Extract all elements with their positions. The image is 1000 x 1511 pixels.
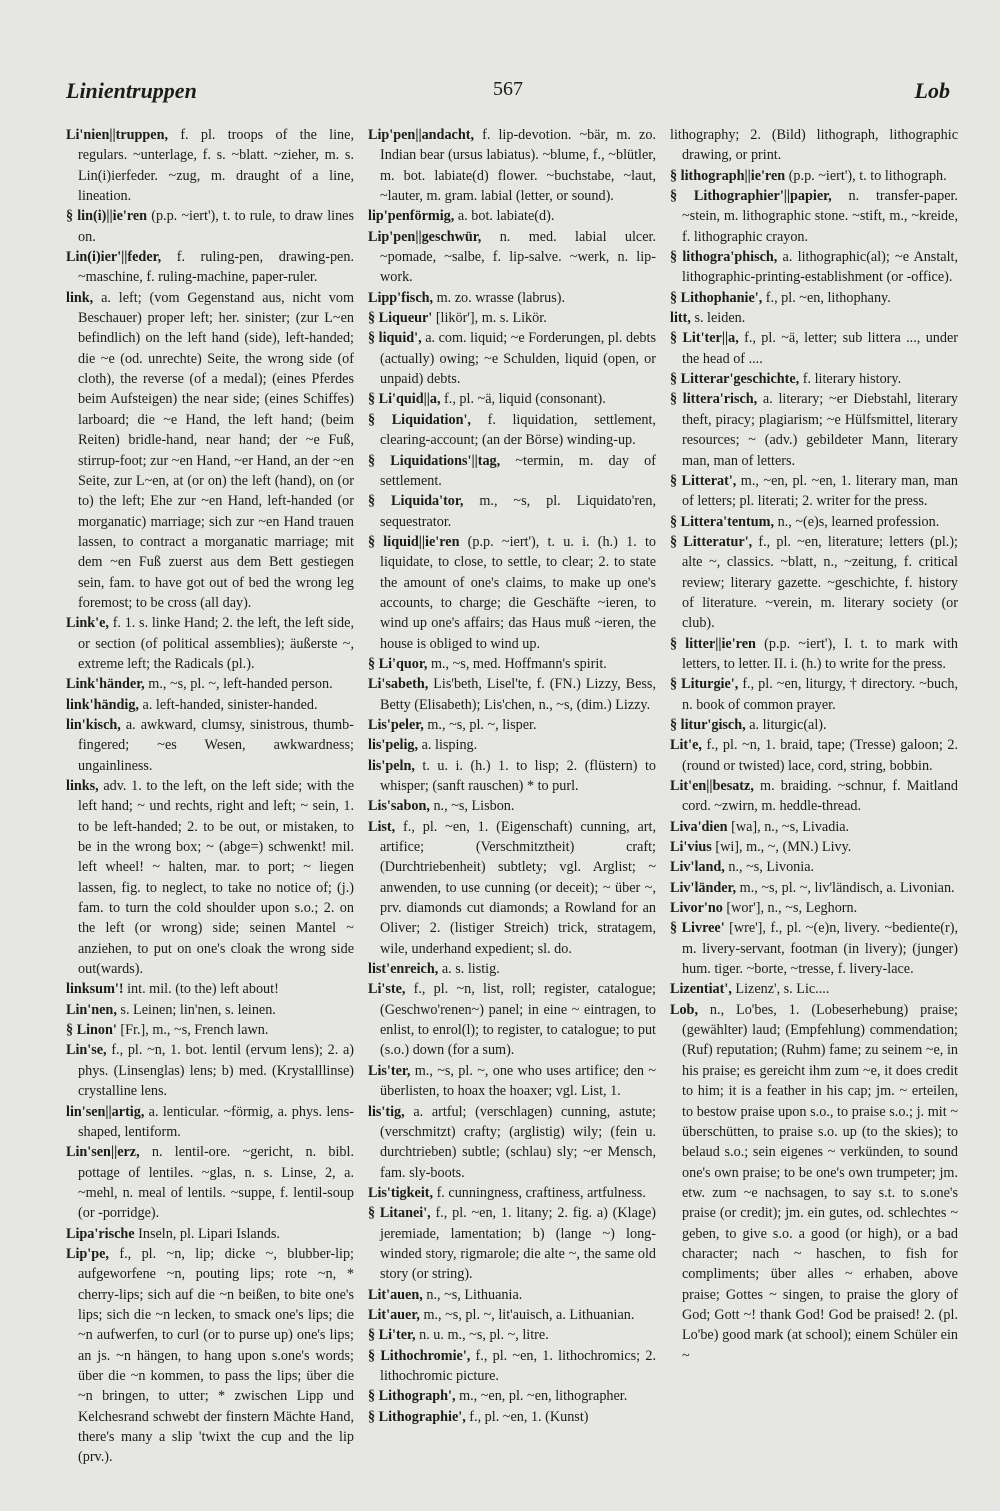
entry-headword: Lipa'rische: [66, 1225, 135, 1242]
dictionary-entry: [368, 817, 656, 959]
entry-headword: Liv'land,: [670, 859, 725, 876]
entry-headword: lis'pelig,: [368, 737, 419, 754]
header-right-guide-word: Lob: [914, 78, 950, 103]
dictionary-entry: [66, 288, 354, 614]
dictionary-entry: [368, 715, 656, 735]
entry-headword: list'enreich,: [368, 961, 439, 978]
entry-headword: links,: [66, 778, 99, 794]
entry-headword: lis'peln,: [368, 757, 415, 774]
entry-headword: lip'penförmig,: [368, 208, 455, 225]
dictionary-entry: [670, 878, 958, 898]
dictionary-entry: [66, 1102, 354, 1143]
entry-headword: Li'nien||truppen,: [66, 127, 169, 143]
entry-definition: m., ~s, pl. ~, left-handed person.: [144, 676, 333, 693]
entry-definition: int. mil. (to the) left about!: [123, 981, 279, 998]
entry-headword: Lip'pe,: [66, 1245, 109, 1262]
dictionary-entry: [670, 328, 958, 369]
entry-headword: § Littera'tentum,: [670, 513, 775, 530]
entry-headword: § Litanei',: [368, 1205, 431, 1222]
entry-definition: a. bot. labiate(d).: [454, 208, 555, 225]
entry-definition: f., pl. ~n, list, roll; register, catalogue; (Geschwo'renen~) panel; in eine ~ eintragen, to enlist, to enrol(l); to register, to catalogue; to put (s.o.) down (for a sum).: [380, 981, 656, 1059]
entry-headword: Lip'pen||andacht,: [368, 127, 474, 143]
entry-definition: f., pl. ~en, liturgy, † directory. ~buch, n. book of common prayer.: [682, 676, 958, 713]
entry-definition: n., ~s, Livonia.: [724, 859, 815, 876]
entry-headword: lin'kisch,: [66, 716, 121, 733]
entry-headword: Li'sabeth,: [368, 676, 429, 693]
entry-definition: t. u. i. (h.) 1. to lisp; 2. (flüstern) to whisper; (sanft rauschen) * to purl.: [380, 757, 656, 794]
dictionary-entry: [66, 1142, 354, 1223]
dictionary-entry: [670, 532, 958, 634]
dictionary-columns: [66, 125, 960, 1490]
entry-headword: § Lithochromie',: [368, 1347, 471, 1364]
entry-definition: f., pl. ~en, literature; letters (pl.); alte ~, classics. ~blatt, n., ~zeitung, f. critical review; literary gazette. ~geschichte, f. history of literature. ~verein, m. literary society (or club).: [682, 533, 958, 632]
entry-headword: lin'sen||artig,: [66, 1103, 145, 1120]
entry-headword: Lip'pen||geschwür,: [368, 228, 482, 245]
entry-headword: Lin'se,: [66, 1042, 107, 1059]
column-2: [368, 125, 656, 1490]
dictionary-entry: [66, 206, 354, 247]
dictionary-entry: [368, 1407, 656, 1427]
entry-headword: List,: [368, 818, 396, 835]
dictionary-entry: [66, 979, 354, 999]
dictionary-entry: [66, 1000, 354, 1020]
entry-definition: n. med. labial ulcer. ~pomade, ~salbe, f. lip-salve. ~werk, n. lip-work.: [380, 228, 656, 286]
entry-headword: Lit'e,: [670, 737, 702, 754]
entry-definition: a. lithographic(al); ~e Anstalt, lithographic-printing-establishment (or -office).: [682, 249, 958, 286]
entry-definition: n. u. m., ~s, pl. ~, litre.: [415, 1327, 549, 1344]
entry-headword: § litter||ie'ren: [670, 635, 756, 652]
entry-definition: a. lenticular. ~förmig, a. phys. lens-shaped, lentiform.: [78, 1103, 354, 1140]
entry-headword: § Li'ter,: [368, 1327, 416, 1344]
entry-headword: Liva'dien: [670, 818, 728, 835]
entry-definition: n., ~s, Lisbon.: [429, 798, 515, 815]
dictionary-entry: [368, 959, 656, 979]
dictionary-entry: [368, 1325, 656, 1345]
dictionary-entry: [670, 735, 958, 776]
dictionary-entry: [368, 1305, 656, 1325]
entry-headword: link'händig,: [66, 696, 139, 713]
dictionary-entry: [66, 1020, 354, 1040]
entry-definition: f., pl. ~n, lip; dicke ~, blubber-lip; aufgeworfene ~n, pouting lips; rote ~n, * cherry-lips; sich auf die ~n beißen, to bite one's lips; sich die ~n lecken, to smack one's lips; die ~n aufwerfen, to curl (or to purse up) one's lips; an js. ~n hängen, to hang upon s.one's words; über die ~n kommen, to pass the lips; über die ~n bringen, to utter; * zwischen Lipp und Kelchesrand schwebt der finstern Mächte Hand, there's many a slip 'twixt the cup and the lip (prv.).: [78, 1245, 354, 1466]
entry-definition: adv. 1. to the left, on the left side; with the left hand; ~ und rechts, right and left; ~ sein, 1. to be left-handed; 2. to be out, or mistaken, to be in the wrong box; ~ (abge=) schwenkt! mil. left wheel! ~ halten, mar. to port; ~ liegen lassen, fig. to neglect, to take no notice of; (j.) fam. to turn the cold shoulder upon s.o.; 2. on the left (or wrong) side; seinen Mantel ~ anziehen, to put on one's cloak the wrong side out(wards).: [78, 778, 354, 978]
entry-definition: m., ~s, pl. ~, lit'auisch, a. Lithuanian.: [419, 1306, 635, 1323]
entry-headword: § liquid',: [368, 330, 422, 347]
entry-definition: [wre'], f., pl. ~(e)n, livery. ~bediente(r), m. livery-servant, footman (in livery); (junger) hum. tiger. ~borte, ~tresse, f. livery-lace.: [682, 920, 958, 978]
entry-definition: f., pl. ~en, 1. litany; 2. fig. a) (Klage) jeremiade, lamentation; b) (lange ~) long-winded story, rigmarole; die alte ~, the same old story (or string).: [380, 1205, 656, 1283]
dictionary-entry: [670, 1000, 958, 1366]
entry-definition: n., ~(e)s, learned profession.: [774, 513, 940, 530]
dictionary-entry: [368, 451, 656, 492]
dictionary-entry: [670, 634, 958, 675]
entry-definition: Lis'beth, Lisel'te, f. (FN.) Lizzy, Bess, Betty (Elisabeth); Lis'chen, n., ~s, (dim.) Lizzy.: [380, 676, 656, 713]
dictionary-entry: [368, 1346, 656, 1387]
entry-headword: Link'e,: [66, 615, 109, 632]
dictionary-entry: [368, 1285, 656, 1305]
dictionary-entry: [670, 125, 958, 166]
entry-definition: m., ~s, pl. ~, liv'ländisch, a. Livonian.: [736, 879, 955, 896]
entry-definition: f. cunningness, craftiness, artfulness.: [433, 1184, 646, 1201]
dictionary-entry: [368, 735, 656, 755]
entry-headword: § Liquida'tor,: [368, 493, 464, 510]
entry-definition: a. artful; (verschlagen) cunning, astute; (verschmitzt) crafty; (arglistig) wily; (fein u. durchtrieben) subtle; (schlau) sly; ~er Mensch, fam. sly-boots.: [380, 1103, 656, 1181]
dictionary-entry: [670, 166, 958, 186]
entry-headword: § Lithographier'||papier,: [670, 188, 832, 205]
entry-headword: Lin'nen,: [66, 1001, 117, 1018]
dictionary-entry: [368, 1061, 656, 1102]
entry-headword: § lin(i)||ie'ren: [66, 208, 148, 225]
dictionary-entry: [670, 979, 958, 999]
entry-headword: Liv'länder,: [670, 879, 737, 896]
dictionary-entry: [368, 756, 656, 797]
dictionary-entry: [368, 1102, 656, 1183]
entry-definition: f. 1. s. linke Hand; 2. the left, the left side, or section (of political assemblies); äußerste ~, extreme left; the Radicals (pl.).: [78, 615, 354, 672]
page-number: 567: [493, 78, 523, 100]
entry-definition: [wa], n., ~s, Livadia.: [727, 818, 850, 835]
dictionary-entry: [66, 695, 354, 715]
entry-headword: § Linon': [66, 1022, 117, 1039]
entry-headword: Lis'ter,: [368, 1062, 411, 1079]
entry-headword: § Lithograph',: [368, 1388, 456, 1405]
entry-headword: Lis'tigkeit,: [368, 1184, 434, 1201]
column-3: [670, 125, 958, 1490]
entry-headword: § Lithophanie',: [670, 289, 763, 306]
entry-headword: Link'händer,: [66, 676, 145, 693]
entry-headword: § Litterar'geschichte,: [670, 371, 800, 388]
entry-definition: m., ~en, pl. ~en, 1. literary man, man of letters; pl. literati; 2. writer for the press.: [682, 472, 958, 510]
entry-headword: § liquid||ie'ren: [368, 533, 460, 550]
dictionary-entry: [368, 532, 656, 654]
entry-definition: f., pl. ~en, 1. (Eigenschaft) cunning, art, artifice; (Verschmitztheit) craft; (Durchtriebenheit) subtlety; vgl. Arglist; ~ anwenden, to use cunning (or deceit); ~ über ~, prv. diamonds cut diamonds; a Rowland for an Oliver; 2. (listiger Streich) trick, stratagem, wile, underhand expedient; sl. do.: [380, 818, 656, 957]
entry-definition: f. pl. troops of the line, regulars. ~unterlage, f. s. ~blatt. ~zieher, m. s. Lin(i)ierfeder. ~zug, m. draught of a line, lineation.: [78, 127, 354, 205]
entry-definition: s. Leinen; lin'nen, s. leinen.: [116, 1001, 276, 1018]
dictionary-entry: [368, 1386, 656, 1406]
entry-headword: Lipp'fisch,: [368, 289, 434, 306]
entry-definition: a. left-handed, sinister-handed.: [138, 696, 318, 713]
entry-definition: f., pl. ~ä, letter; sub littera ..., under the head of ....: [682, 330, 958, 367]
entry-headword: Lis'peler,: [368, 716, 424, 733]
dictionary-entry: [66, 1224, 354, 1244]
entry-headword: Lit'auer,: [368, 1306, 420, 1323]
dictionary-entry: [66, 1040, 354, 1101]
entry-definition: [wor'], n., ~s, Leghorn.: [722, 900, 858, 917]
entry-definition: f., pl. ~ä, liquid (consonant).: [440, 391, 606, 408]
entry-definition: m., ~s, med. Hoffmann's spirit.: [427, 655, 607, 672]
dictionary-entry: [670, 471, 958, 512]
dictionary-entry: [670, 857, 958, 877]
dictionary-entry: [670, 389, 958, 470]
entry-definition: f. lip-devotion. ~bär, m. zo. Indian bear (ursus labiatus). ~blume, f., ~blütler, m. bot. labiate(d) flower. ~buchstabe, ~laut, ~lauter, m. gram. labial (letter, or sound).: [380, 127, 656, 205]
column-1: [66, 125, 354, 1490]
entry-headword: Lizentiat',: [670, 981, 732, 998]
entry-definition: lithography; 2. (Bild) lithograph, lithographic drawing, or print.: [670, 127, 958, 164]
entry-definition: s. leiden.: [690, 310, 746, 327]
entry-definition: n., Lo'bes, 1. (Lobeserhebung) praise; (gewählter) laud; (Empfehlung) commendation; (Ruf) reputation; (Ruhm) fame; zu seinem ~e, in his praise; es gereicht ihm zum ~e, it does credit to him; it is a feather in his cap; jm. ~ erteilen, to bestow praise upon s.o., to praise s.o.; j. mit ~ überschütten, to praise s.o. up (to the skies); to belaud s.o.; sein eigenes ~ verkünden, to sound one's own praise; to be one's own trumpeter; jm. etw. zum ~e nachsagen, to say s.t. to s.one's praise (or credit); jm. ein gutes, od. schlechtes ~ geben, to give s.o. a good (or high), or a bad character; nach ~ haschen, to fish for compliments; über alles ~ erhaben, above praise; Gottes ~ singen, to praise the glory of God; Gott ~! thank God! God be praised! 2. (pl. Lo'be) good mark (at school); einem Schüler ein ~: [682, 1001, 958, 1364]
dictionary-entry: [670, 674, 958, 715]
entry-headword: § Lithographie',: [368, 1408, 466, 1425]
entry-definition: m., ~s, pl. Liquidato'ren, sequestrator.: [380, 493, 656, 530]
entry-headword: Lin'sen||erz,: [66, 1144, 140, 1161]
entry-headword: § littera'risch,: [670, 391, 758, 408]
dictionary-entry: [670, 247, 958, 288]
dictionary-entry: [368, 979, 656, 1060]
dictionary-entry: [670, 512, 958, 532]
entry-definition: f., pl. ~n, 1. bot. lentil (ervum lens); 2. a) phys. (Linsenglas) lens; b) med. (Krystalllinse) crystalline lens.: [78, 1042, 354, 1100]
dictionary-entry: [670, 898, 958, 918]
dictionary-entry: [670, 288, 958, 308]
entry-headword: Lin(i)ier'||feder,: [66, 249, 162, 266]
dictionary-entry: [368, 796, 656, 816]
dictionary-entry: [670, 817, 958, 837]
dictionary-entry: [66, 776, 354, 979]
dictionary-entry: [66, 613, 354, 674]
entry-headword: Li'vius: [670, 839, 712, 856]
entry-definition: (p.p. ~iert'), t. u. i. (h.) 1. to liquidate, to close, to settle, to clear; 2. to state the amount of one's claims, to make up one's accounts, to charge; die Geschäfte ~ieren, to wind up one's affairs; das Haus muß ~ieren, the house is obliged to wind up.: [380, 533, 656, 652]
entry-headword: § lithogra'phisch,: [670, 249, 778, 266]
entry-definition: a. s. listig.: [438, 961, 500, 978]
entry-definition: m. braiding. ~schnur, f. Maitland cord. ~zwirn, m. heddle-thread.: [682, 778, 958, 815]
entry-headword: § Lit'ter||a,: [670, 330, 739, 347]
entry-definition: a. left; (vom Gegenstand aus, nicht vom Beschauer) proper left; her. sinister; (zur L~en befindlich) on the left hand (side), left-handed; die ~e (od. unrechte) Seite, the wrong side (of cloth), the reverse (of a medal); (eines Pferdes beim Aufsteigen) the near side; (eines Schiffes) larboard; die ~e Hand, the left hand; (beim Reiten) bridle-hand, near hand; der ~e Fuß, stirrup-foot; zur ~en Hand, ~er Hand, an der ~en Seite, zur L~en, at (or on) the left (hand), on (or to) the left; Ehe zur ~en Hand, left-handed (or morganatic) marriage; sich zur ~en Hand trauen lassen, to contract a morganatic marriage; mit dem ~en Fuß zuerst aus dem Bett gestiegen sein, fam. to have got out of bed the wrong leg foremost; to be cross (all day).: [78, 289, 354, 611]
entry-definition: Inseln, pl. Lipari Islands.: [134, 1225, 280, 1242]
entry-definition: (p.p. ~iert'), I. t. to mark with letters, to letter. II. i. (h.) to write for the press.: [682, 635, 958, 672]
entry-headword: Lob,: [670, 1001, 698, 1018]
dictionary-entry: [368, 654, 656, 674]
entry-headword: Lis'sabon,: [368, 798, 430, 815]
entry-headword: Livor'no: [670, 900, 723, 917]
dictionary-entry: [368, 1203, 656, 1284]
dictionary-entry: [368, 410, 656, 451]
entry-definition: m., ~s, pl. ~, one who uses artifice; den ~ überlisten, to hoax the hoaxer; vgl. List, 1.: [380, 1062, 656, 1100]
entry-definition: n. lentil-ore. ~gericht, n. bibl. pottage of lentiles. ~glas, n. s. Linse, 2, a. ~mehl, n. meal of lentils. ~suppe, f. lentil-soup (or -porridge).: [78, 1144, 354, 1222]
entry-headword: § Liqueur': [368, 310, 433, 327]
entry-definition: Lizenz', s. Lic....: [731, 981, 830, 998]
entry-headword: lis'tig,: [368, 1103, 405, 1120]
entry-headword: § litur'gisch,: [670, 716, 746, 733]
entry-definition: a. lisping.: [418, 737, 478, 754]
dictionary-entry: [670, 918, 958, 979]
entry-definition: f. literary history.: [799, 371, 902, 388]
dictionary-entry: [368, 389, 656, 409]
entry-headword: § Li'quor,: [368, 655, 428, 672]
entry-definition: f. ruling-pen, drawing-pen. ~maschine, f. ruling-machine, paper-ruler.: [78, 249, 354, 286]
dictionary-entry: [368, 328, 656, 389]
entry-definition: m., ~en, pl. ~en, lithographer.: [455, 1388, 628, 1405]
entry-definition: f., pl. ~en, lithophany.: [762, 289, 891, 306]
dictionary-entry: [368, 227, 656, 288]
entry-definition: f., pl. ~n, 1. braid, tape; (Tresse) galoon; 2. (round or twisted) lace, cord, string, bobbin.: [682, 737, 958, 774]
dictionary-entry: [670, 308, 958, 328]
entry-headword: § Litteratur',: [670, 533, 753, 550]
dictionary-entry: [66, 1244, 354, 1468]
entry-definition: m. zo. wrasse (labrus).: [433, 289, 566, 306]
dictionary-entry: [368, 1183, 656, 1203]
entry-definition: n. transfer-paper. ~stein, m. lithographic stone. ~stift, m., ~kreide, f. lithographic crayon.: [682, 188, 958, 245]
entry-headword: linksum'!: [66, 981, 124, 998]
entry-headword: § Livree': [670, 920, 725, 937]
dictionary-entry: [66, 715, 354, 776]
dictionary-entry: [670, 186, 958, 247]
dictionary-entry: [66, 247, 354, 288]
dictionary-entry: [66, 674, 354, 694]
entry-definition: f., pl. ~en, 1. (Kunst): [465, 1408, 589, 1425]
header-left-guide-word: Linientruppen: [66, 78, 197, 103]
entry-headword: Li'ste,: [368, 981, 406, 998]
entry-headword: § lithograph||ie'ren: [670, 167, 786, 184]
dictionary-entry: [670, 837, 958, 857]
dictionary-entry: [368, 674, 656, 715]
entry-definition: m., ~s, pl. ~, lisper.: [423, 716, 537, 733]
dictionary-entry: [368, 491, 656, 532]
entry-headword: § Liquidation',: [368, 411, 471, 428]
entry-headword: § Liturgie',: [670, 676, 739, 693]
dictionary-entry: [368, 206, 656, 226]
entry-definition: [likör'], m. s. Likör.: [432, 310, 547, 327]
running-header: [66, 78, 950, 108]
entry-headword: link,: [66, 289, 94, 306]
entry-definition: (p.p. ~iert'), t. to lithograph.: [785, 167, 947, 184]
entry-definition: [Fr.], m., ~s, French lawn.: [116, 1022, 269, 1039]
entry-definition: [wi], m., ~, (MN.) Livy.: [711, 839, 852, 856]
entry-definition: f. liquidation, settlement, clearing-account; (an der Börse) winding-up.: [380, 411, 656, 449]
entry-definition: a. literary; ~er Diebstahl, literary theft, piracy; plagiarism; ~e Hülfsmittel, literary resources; ~ (adv.) gebildeter Mann, literary man, man of letters.: [682, 391, 958, 469]
dictionary-entry: [368, 308, 656, 328]
dictionary-entry: [66, 125, 354, 206]
dictionary-entry: [670, 776, 958, 817]
dictionary-entry: [368, 125, 656, 206]
entry-headword: litt,: [670, 310, 691, 327]
entry-definition: a. awkward, clumsy, sinistrous, thumb-fingered; ~es Wesen, awkwardness; ungainliness.: [78, 716, 354, 774]
dictionary-entry: [368, 288, 656, 308]
entry-headword: § Liquidations'||tag,: [368, 452, 501, 469]
entry-definition: a. liturgic(al).: [745, 716, 827, 733]
entry-definition: (p.p. ~iert'), t. to rule, to draw lines on.: [78, 208, 354, 245]
entry-headword: § Li'quid||a,: [368, 391, 441, 408]
entry-headword: Lit'auen,: [368, 1286, 423, 1303]
dictionary-entry: [670, 715, 958, 735]
entry-definition: n., ~s, Lithuania.: [422, 1286, 523, 1303]
entry-headword: Lit'en||besatz,: [670, 778, 754, 794]
entry-headword: § Litterat',: [670, 472, 737, 489]
entry-definition: ~termin, m. day of settlement.: [380, 452, 656, 489]
entry-definition: f., pl. ~en, 1. lithochromics; 2. lithochromic picture.: [380, 1347, 656, 1384]
entry-definition: a. com. liquid; ~e Forderungen, pl. debts (actually) owing; ~e Schulden, liquid (open, or unpaid) debts.: [380, 330, 656, 388]
dictionary-entry: [670, 369, 958, 389]
